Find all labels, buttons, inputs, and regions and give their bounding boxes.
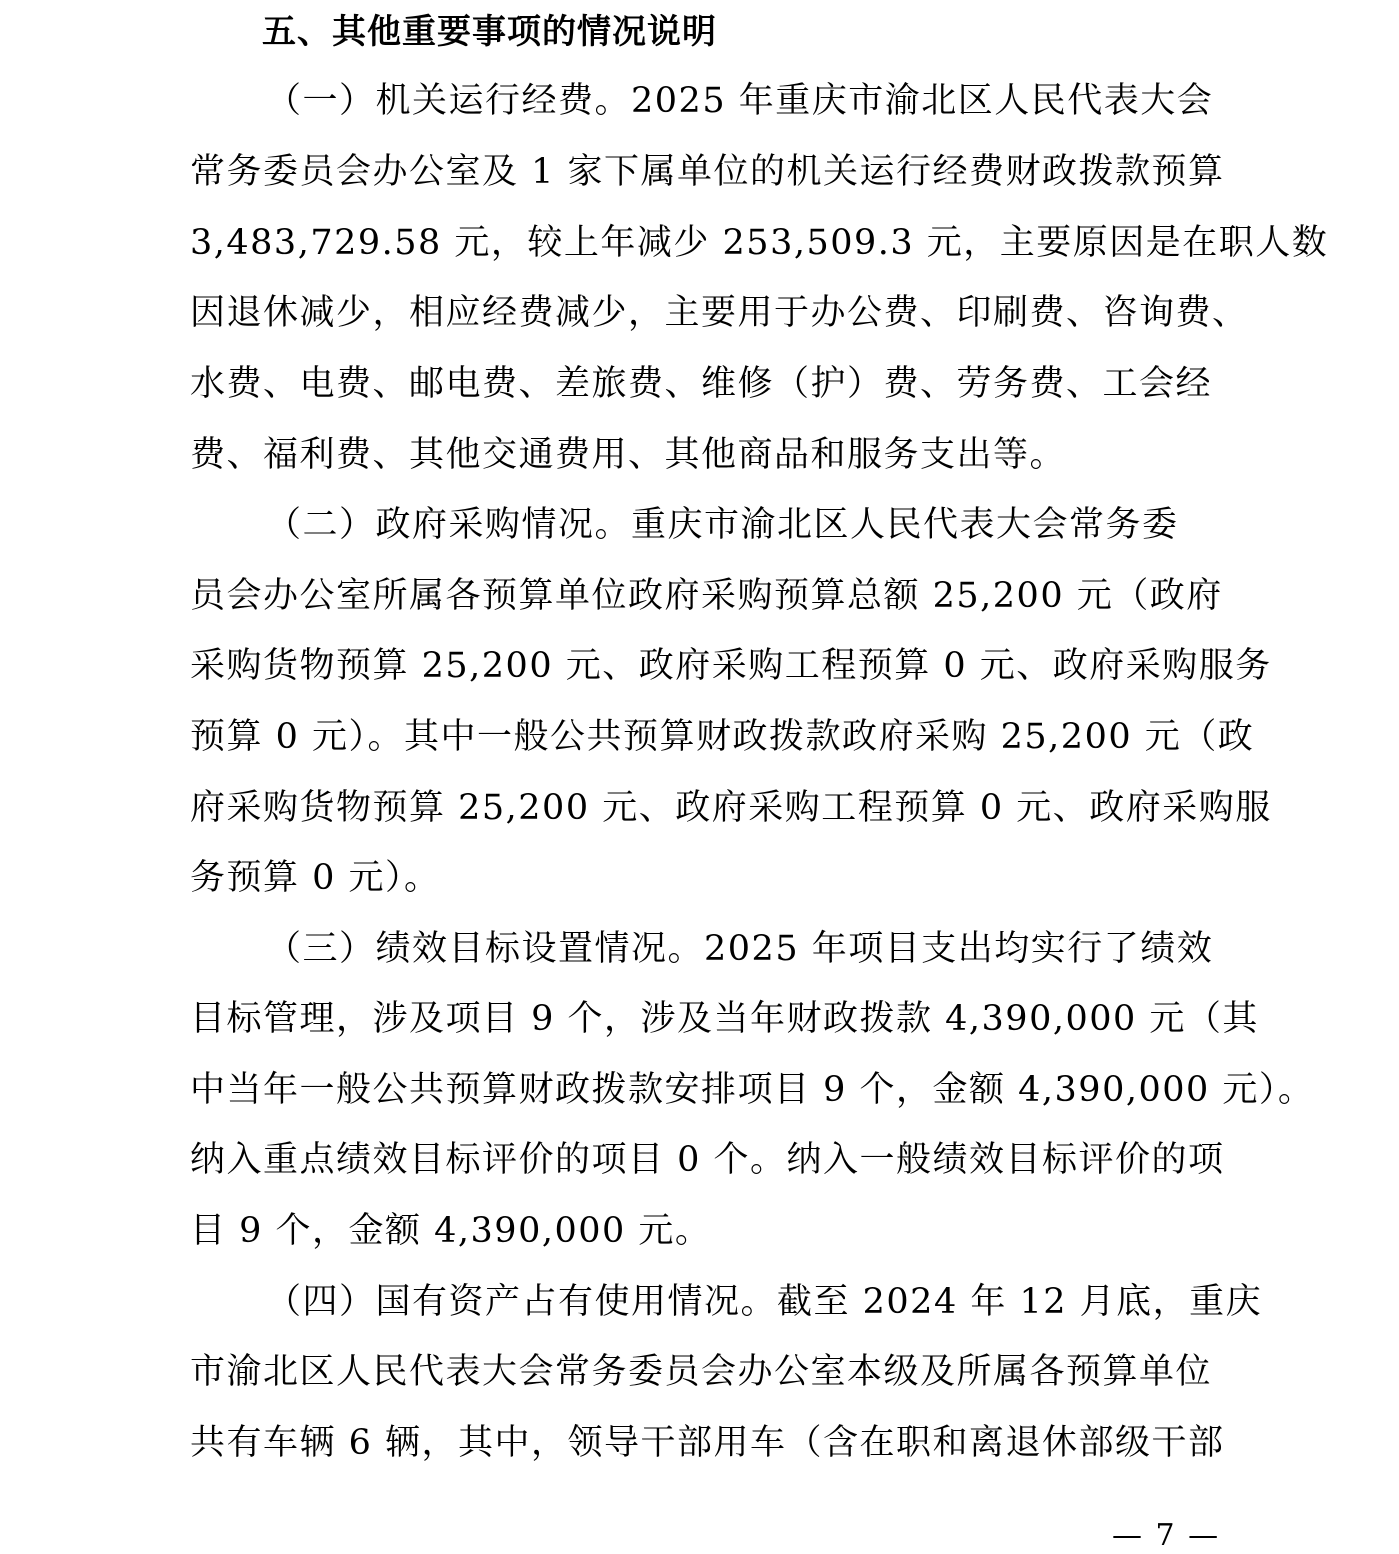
paragraph-line <box>190 712 1254 762</box>
line-text: 费、福利费、其他交通费用、其他商品和服务支出等。 <box>190 435 1067 475</box>
line-text: 目 9 个，金额 4,390,000 元。 <box>190 1211 712 1251</box>
subsection-title: （四）国有资产占有使用情况。 <box>266 1282 778 1322</box>
subsection-title: （二）政府采购情况。 <box>266 505 632 545</box>
paragraph-line <box>190 288 1249 338</box>
paragraph-line <box>190 147 1225 197</box>
paragraph-line <box>190 994 1259 1044</box>
line-text: 预算 0 元）。其中一般公共预算财政拨款政府采购 25,200 元（政 <box>190 717 1255 757</box>
subsection-title: （一）机关运行经费。 <box>266 81 632 121</box>
line-text: 采购货物预算 25,200 元、政府采购工程预算 0 元、政府采购服务 <box>190 646 1272 686</box>
paragraph-line <box>266 76 1213 126</box>
line-text: 3,483,729.58 元，较上年减少 253,509.3 元，主要原因是在职人数 <box>190 223 1329 263</box>
line-text: 因退休减少，相应经费减少，主要用于办公费、印刷费、咨询费、 <box>190 293 1249 333</box>
subsection-title: （三）绩效目标设置情况。 <box>266 929 705 969</box>
paragraph-line <box>190 359 1212 409</box>
paragraph-line <box>190 1418 1225 1468</box>
line-text: 府采购货物预算 25,200 元、政府采购工程预算 0 元、政府采购服 <box>190 788 1272 828</box>
paragraph-line <box>190 783 1272 833</box>
paragraph-line <box>266 1277 1262 1327</box>
paragraph-line <box>266 924 1213 974</box>
paragraph-line <box>190 641 1272 691</box>
paragraph-line <box>190 853 441 903</box>
line-text: 共有车辆 6 辆，其中，领导干部用车（含在职和离退休部级干部 <box>190 1423 1225 1463</box>
line-text: 务预算 0 元）。 <box>190 858 441 898</box>
line-text: 纳入重点绩效目标评价的项目 0 个。纳入一般绩效目标评价的项 <box>190 1140 1225 1180</box>
paragraph-line <box>190 218 1328 268</box>
line-text: 2025 年重庆市渝北区人民代表大会 <box>631 81 1214 121</box>
line-text: 重庆市渝北区人民代表大会常务委 <box>631 505 1179 545</box>
line-text: 中当年一般公共预算财政拨款安排项目 9 个，金额 4,390,000 元）。 <box>190 1070 1315 1110</box>
line-text: 员会办公室所属各预算单位政府采购预算总额 25,200 元（政府 <box>190 576 1223 616</box>
line-text: 水费、电费、邮电费、差旅费、维修（护）费、劳务费、工会经 <box>190 364 1213 404</box>
line-text: 市渝北区人民代表大会常务委员会办公室本级及所属各预算单位 <box>190 1352 1213 1392</box>
line-text: 目标管理，涉及项目 9 个，涉及当年财政拨款 4,390,000 元（其 <box>190 999 1259 1039</box>
line-text: 常务委员会办公室及 1 家下属单位的机关运行经费财政拨款预算 <box>190 152 1225 192</box>
paragraph-line <box>190 1065 1314 1115</box>
paragraph-line <box>190 1347 1212 1397</box>
paragraph-line <box>190 1206 711 1256</box>
section-heading: 五、其他重要事项的情况说明 <box>262 12 717 52</box>
paragraph-line <box>266 500 1179 550</box>
line-text: 截至 2024 年 12 月底，重庆 <box>777 1282 1263 1322</box>
page-number: — 7 — <box>1112 1518 1221 1553</box>
line-text: 2025 年项目支出均实行了绩效 <box>704 929 1214 969</box>
paragraph-line <box>190 1135 1225 1185</box>
paragraph-line <box>190 571 1223 621</box>
paragraph-line <box>190 430 1066 480</box>
